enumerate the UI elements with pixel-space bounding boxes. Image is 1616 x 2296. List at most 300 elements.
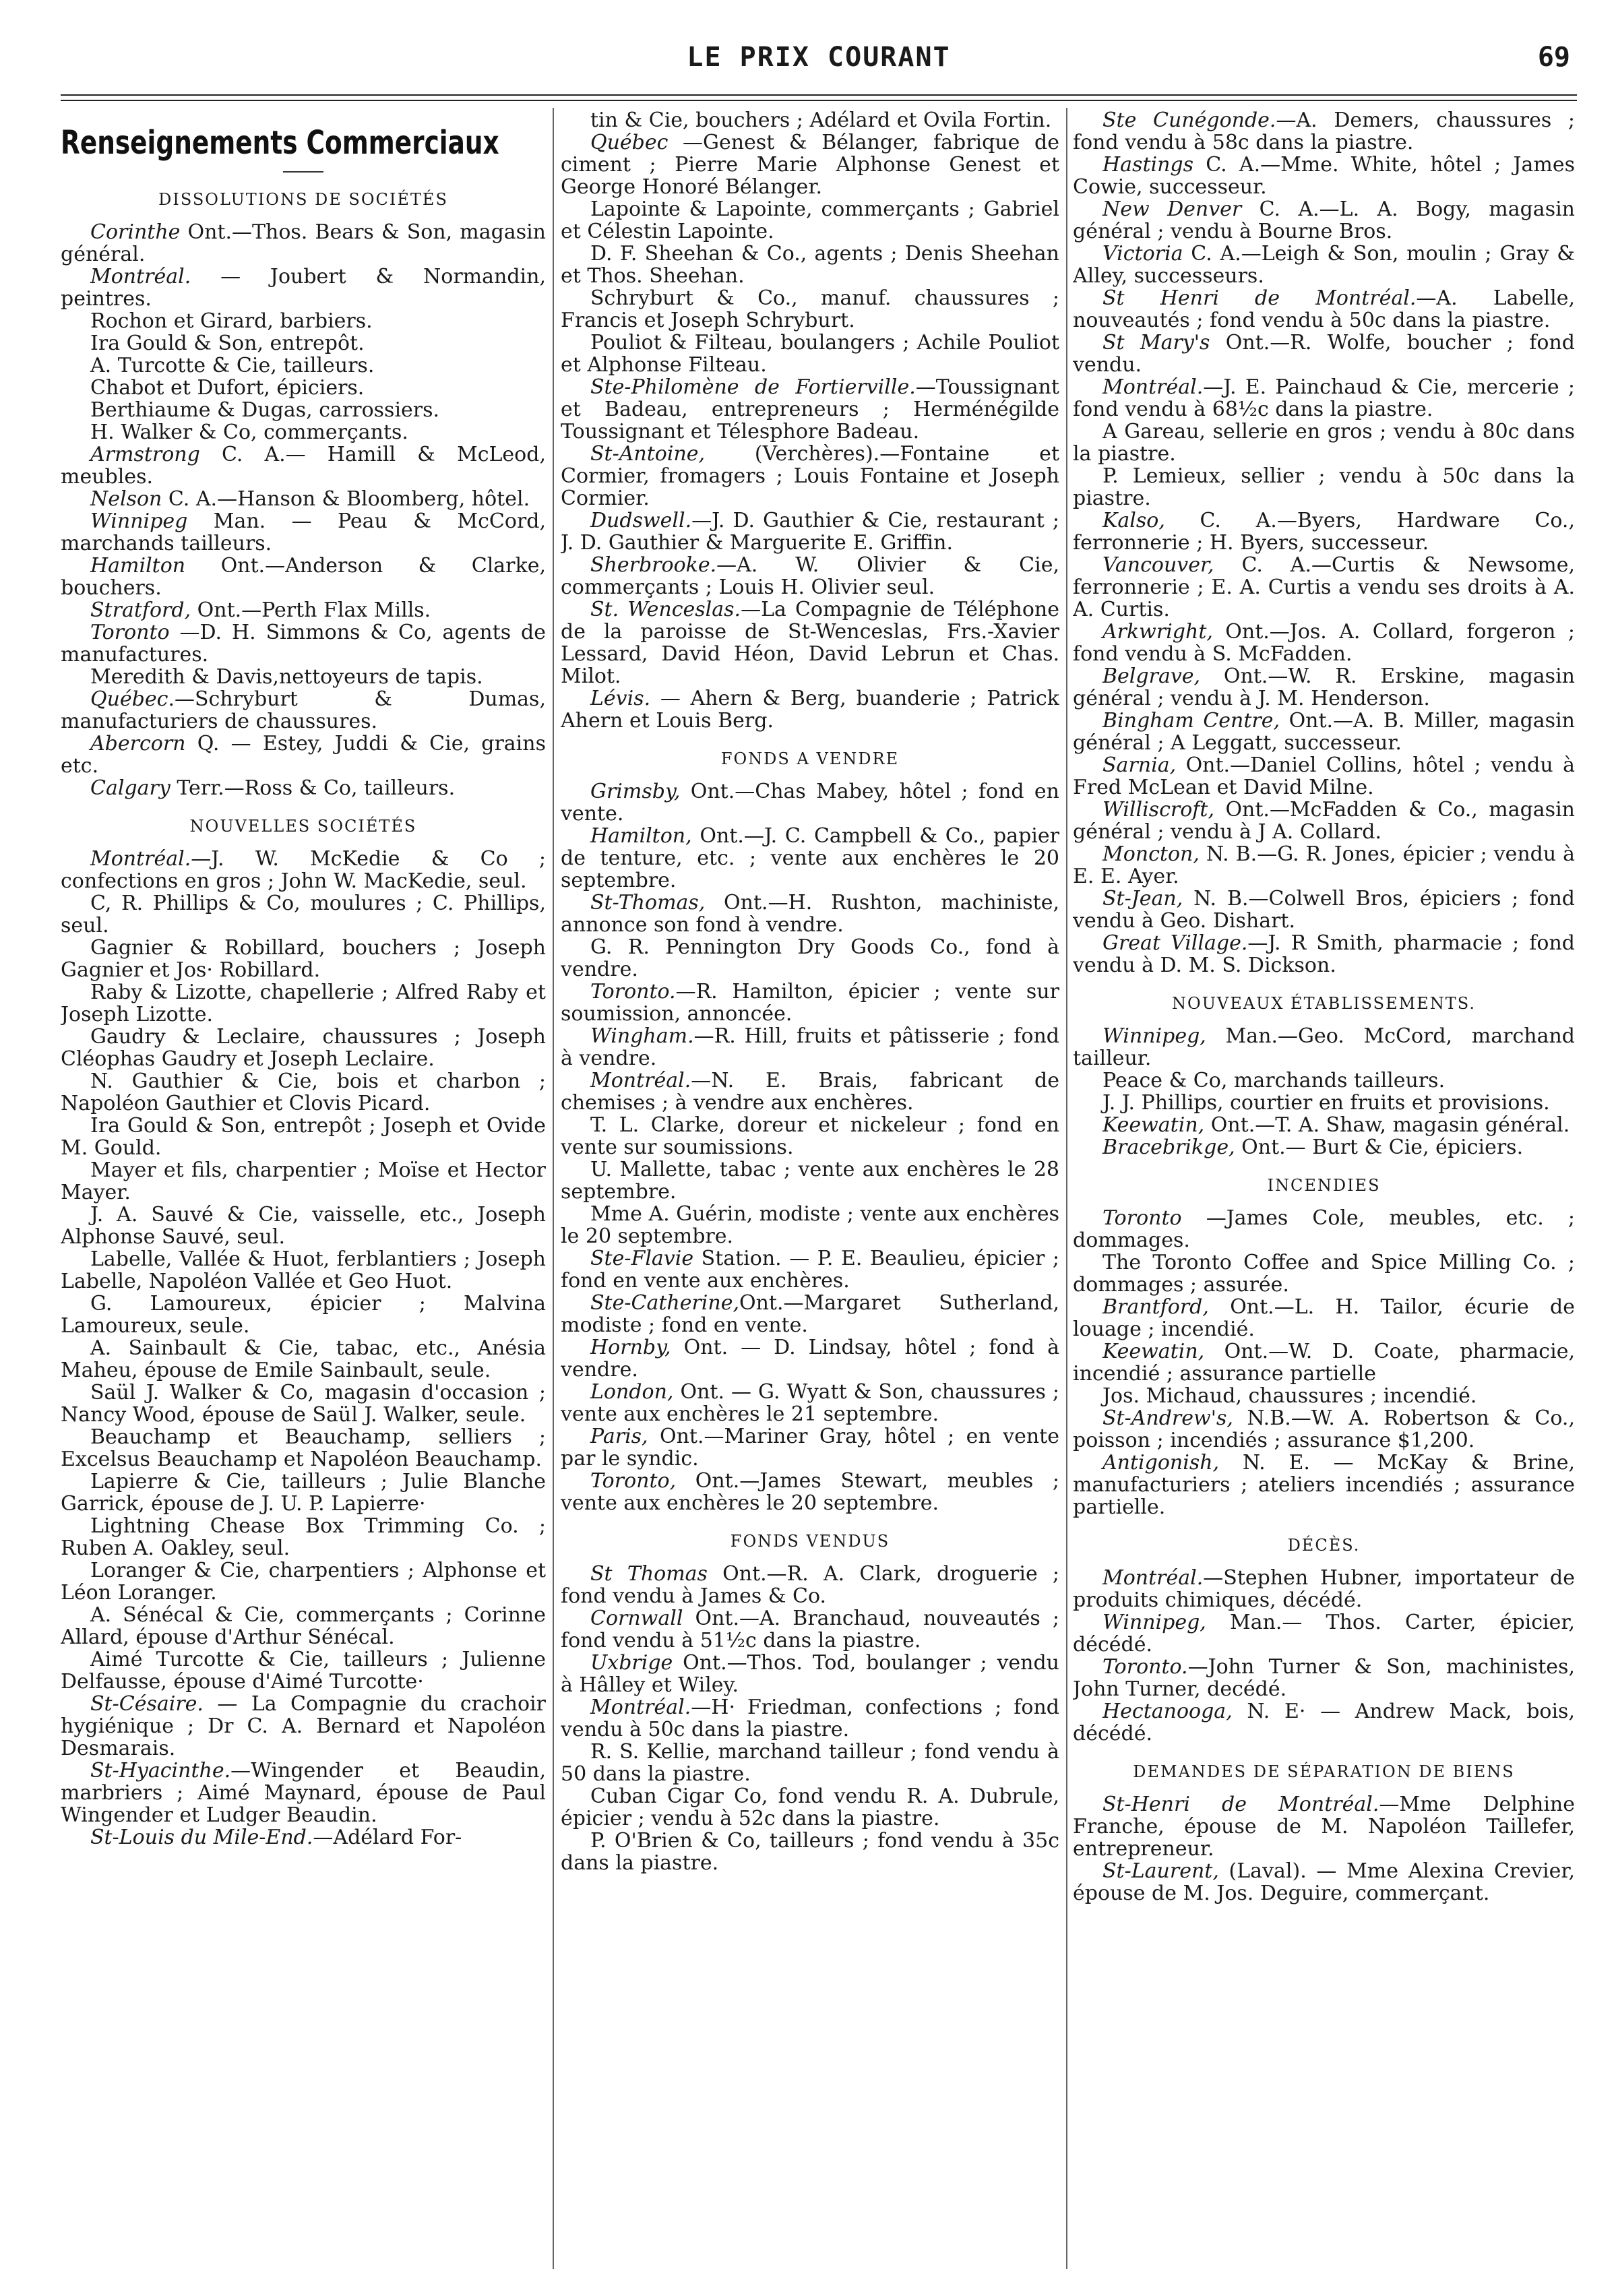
listing-entry: [1073, 1793, 1575, 1860]
listing-entry: [61, 1159, 546, 1204]
listing-entry: [61, 1470, 546, 1515]
listing-entry: [61, 332, 546, 354]
listing-entry: [61, 1648, 546, 1693]
listing-entry: [561, 554, 1059, 598]
listing-entry: [1073, 1567, 1575, 1611]
entry-place: New Denver: [1102, 197, 1242, 221]
listing-entry: [1073, 1407, 1575, 1452]
entry-place: Stratford,: [90, 598, 191, 622]
entry-text: D. F. Sheehan & Co., agents ; Denis Sheehan et Thos. Sheehan.: [561, 242, 1059, 288]
listing-entry: [561, 1830, 1059, 1874]
listing-entry: [561, 598, 1059, 687]
entry-place: St-Thomas,: [590, 891, 706, 914]
heading-nouvelles-societes: NOUVELLES SOCIÉTÉS: [189, 817, 417, 836]
entry-place: Armstrong: [90, 443, 200, 466]
entry-text: Labelle, Vallée & Huot, ferblantiers ; Joseph Labelle, Napoléon Vallée et Geo Huot.: [61, 1247, 546, 1293]
entry-text: Aimé Turcotte & Cie, tailleurs ; Julienne Delfausse, épouse d'Aimé Turcotte·: [61, 1648, 546, 1694]
entry-text: Mayer et fils, charpentier ; Moïse et Hector Mayer.: [61, 1158, 546, 1204]
listing-entry: [61, 1760, 546, 1826]
listing-entry: [1073, 932, 1575, 976]
entry-text: Ont.— Burt & Cie, épiciers.: [1235, 1136, 1524, 1159]
entry-place: Montréal.: [1102, 1566, 1204, 1590]
listing-entry: [1073, 1860, 1575, 1904]
entry-text: Gagnier & Robillard, bouchers ; Joseph Gagnier et Jos· Robillard.: [61, 936, 546, 982]
column-1: [61, 109, 546, 2276]
entry-place: Ste Cunégonde.: [1102, 109, 1276, 132]
listing-entry: [561, 1425, 1059, 1470]
entry-text: Ont.—Mariner Gray, hôtel ; en vente par le syndic.: [561, 1425, 1059, 1470]
entry-text: Ira Gould & Son, entrepôt ; Joseph et Ovide M. Gould.: [61, 1114, 546, 1160]
entry-text: —Stephen Hubner, importateur de produits chimiques, décédé.: [1073, 1566, 1575, 1612]
entry-place: Cornwall: [590, 1607, 683, 1630]
entry-place: St Henri de Montréal.: [1102, 286, 1417, 310]
listing-entry: [61, 688, 546, 733]
entry-text: — La Compagnie du crachoir hygiénique ; Dr C. A. Bernard et Napoléon Desmarais.: [61, 1692, 546, 1760]
entry-text: Ont.—Thos. Bears & Son, magasin général.: [61, 220, 546, 266]
entry-place: Corinthe: [90, 220, 181, 244]
listing-entry: [61, 1293, 546, 1337]
listing-entry: [1073, 843, 1575, 888]
entry-text: R. S. Kellie, marchand tailleur ; fond vendu à 50 dans la piastre.: [561, 1740, 1059, 1786]
entry-text: —La Compagnie de Téléphone de la paroisse de St-Wenceslas, Frs.-Xavier Lessard, David Héon, David Lebrun et Chas. Milot.: [561, 598, 1059, 688]
entry-text: C. A.—Curtis & Newsome, ferronnerie ; E. A. Curtis a vendu ses droits à A. A. Curtis.: [1073, 553, 1575, 621]
entry-place: Vancouver,: [1102, 553, 1214, 577]
entry-text: Ont.—R. Wolfe, boucher ; fond vendu.: [1073, 331, 1575, 377]
listing-entry: [561, 780, 1059, 825]
listing-entry: [61, 981, 546, 1026]
entry-text: Ont.—T. A. Shaw, magasin général.: [1204, 1113, 1570, 1137]
listing-entry: [61, 421, 546, 443]
entry-place: Toronto: [1102, 1206, 1182, 1230]
entry-place: St-Andrew's,: [1102, 1406, 1233, 1430]
entry-text: —John Turner & Son, machinistes, John Turner, decédé.: [1073, 1655, 1575, 1701]
entry-place: Montréal.: [90, 265, 191, 288]
entry-text: N. E· — Andrew Mack, bois, décédé.: [1073, 1700, 1575, 1745]
listing-entry: [1073, 1136, 1575, 1158]
entry-text: —H· Friedman, confections ; fond vendu à 50c dans la piastre.: [561, 1696, 1059, 1741]
entry-place: Uxbrige: [590, 1651, 673, 1675]
listing-entry: [561, 1652, 1059, 1696]
listing-entry: [1073, 198, 1575, 243]
listing-entry: [1073, 1611, 1575, 1656]
entry-text: Man.—Geo. McCord, marchand tailleur.: [1073, 1024, 1575, 1070]
listing-entry: [1073, 1700, 1575, 1745]
heading-deces: DÉCÈS.: [1287, 1536, 1361, 1555]
entry-text: C. A.—Byers, Hardware Co., ferronnerie ; H. Byers, successeur.: [1073, 509, 1575, 555]
entry-text: Station. — P. E. Beaulieu, épicier ; fond en vente aux enchères.: [561, 1247, 1059, 1293]
list-fonds-vendus: [561, 1563, 1059, 1874]
entry-text: N. E. — McKay & Brine, manufacturiers ; ateliers incendiés ; assurance partielle.: [1073, 1451, 1575, 1519]
entry-text: Mme A. Guérin, modiste ; vente aux enchères le 20 septembre.: [561, 1202, 1059, 1248]
entry-place: Nelson: [90, 487, 162, 511]
listing-entry: [1073, 710, 1575, 754]
entry-place: Hamilton,: [590, 824, 692, 848]
listing-entry: [61, 354, 546, 377]
entry-text: Q. — Estey, Juddi & Cie, grains etc.: [61, 732, 546, 778]
entry-place: Montréal.: [590, 1696, 691, 1719]
listing-entry: [61, 443, 546, 488]
entry-text: —James Cole, meubles, etc. ; dommages.: [1073, 1206, 1575, 1252]
entry-place: St-Césaire.: [90, 1692, 204, 1716]
entry-text: Ont.—A. Branchaud, nouveautés ; fond vendu à 51½c dans la piastre.: [561, 1607, 1059, 1652]
entry-place: St-Jean,: [1102, 887, 1183, 910]
listing-entry: [61, 621, 546, 666]
listing-entry: [61, 1204, 546, 1248]
entry-place: Montréal.: [1102, 375, 1204, 399]
listing-entry: [561, 243, 1059, 287]
entry-place: St Mary's: [1102, 331, 1210, 354]
entry-text: Ont.—A. B. Miller, magasin général ; A Leggatt, successeur.: [1073, 709, 1575, 755]
entry-text: —Toussignant et Badeau, entrepreneurs ; Herménégilde Toussignant et Télesphore Badeau.: [561, 375, 1059, 443]
entry-text: Man.— Thos. Carter, épicier, décédé.: [1073, 1611, 1575, 1656]
list-incendies: [1073, 1207, 1575, 1518]
entry-place: St Thomas: [590, 1562, 708, 1586]
entry-place: Ste-Philomène de Fortierville.: [590, 375, 916, 399]
running-title: LE PRIX COURANT: [687, 42, 951, 73]
page-header: [61, 42, 1577, 82]
entry-text: Ont.—Margaret Sutherland, modiste ; fond en vente.: [561, 1291, 1059, 1337]
heading-incendies: INCENDIES: [1267, 1176, 1381, 1195]
list-continuation: [1073, 109, 1575, 976]
entry-text: —J. D. Gauthier & Cie, restaurant ; J. D. Gauthier & Marguerite E. Griffin.: [561, 509, 1059, 555]
entry-place: Dudswell.: [590, 509, 692, 532]
listing-entry: [1073, 665, 1575, 710]
listing-entry: [61, 777, 546, 799]
entry-place: Victoria: [1102, 242, 1183, 266]
listing-entry: [561, 936, 1059, 981]
entry-text: G. Lamoureux, épicier ; Malvina Lamoureux, seule.: [61, 1292, 546, 1338]
listing-entry: [1073, 554, 1575, 621]
listing-entry: [561, 1025, 1059, 1069]
entry-place: Lévis.: [590, 687, 651, 710]
entry-place: Sarnia,: [1102, 753, 1177, 777]
column-2: [561, 109, 1059, 2276]
entry-place: Abercorn: [90, 732, 186, 755]
listing-entry: [1073, 465, 1575, 509]
entry-text: Loranger & Cie, charpentiers ; Alphonse et Léon Loranger.: [61, 1559, 546, 1605]
listing-entry: [561, 1696, 1059, 1741]
listing-entry: [1073, 1092, 1575, 1114]
listing-entry: [561, 376, 1059, 443]
listing-entry: [1073, 1385, 1575, 1407]
entry-place: Hastings: [1102, 153, 1194, 177]
listing-entry: [61, 1248, 546, 1293]
entry-text: J. J. Phillips, courtier en fruits et provisions.: [1102, 1091, 1550, 1115]
listing-entry: [1073, 509, 1575, 554]
listing-entry: [1073, 621, 1575, 665]
entry-text: —Mme Delphine Franche, épouse de M. Napoléon Taillefer, entrepreneur.: [1073, 1793, 1575, 1861]
entry-text: A. Sénécal & Cie, commerçants ; Corinne Allard, épouse d'Arthur Sénécal.: [61, 1603, 546, 1649]
listing-entry: [1073, 376, 1575, 421]
listing-entry: [1073, 332, 1575, 376]
entry-text: Ont.—R. A. Clark, droguerie ; fond vendu à James & Co.: [561, 1562, 1059, 1608]
listing-entry: [61, 1115, 546, 1159]
listing-entry: [561, 509, 1059, 554]
entry-text: C. A.—Leigh & Son, moulin ; Gray & Alley, successeurs.: [1073, 242, 1575, 288]
entry-text: Beauchamp et Beauchamp, selliers ; Excelsus Beauchamp et Napoléon Beauchamp.: [61, 1425, 546, 1471]
entry-place: Antigonish,: [1102, 1451, 1220, 1475]
entry-place: St-Louis du Mile-End.: [90, 1826, 313, 1849]
entry-place: Keewatin,: [1102, 1113, 1205, 1137]
listing-entry: [1073, 1452, 1575, 1518]
entry-text: Ont.—Chas Mabey, hôtel ; fond en vente.: [561, 780, 1059, 826]
entry-place: St-Hyacinthe.: [90, 1759, 231, 1782]
entry-place: Winnipeg: [90, 509, 188, 533]
entry-place: Winnipeg,: [1102, 1611, 1206, 1634]
listing-entry: [61, 892, 546, 937]
listing-entry: [561, 1069, 1059, 1114]
listing-entry: [561, 1563, 1059, 1607]
entry-place: Bingham Centre,: [1102, 709, 1280, 733]
heading-dissolutions: DISSOLUTIONS DE SOCIÉTÉS: [158, 190, 448, 209]
entry-text: Ont.—H. Rushton, machiniste, annonce son fond à vendre.: [561, 891, 1059, 937]
listing-entry: [561, 981, 1059, 1025]
entry-text: Jos. Michaud, chaussures ; incendié.: [1102, 1384, 1477, 1408]
entry-place: Paris,: [590, 1425, 648, 1448]
entry-place: London,: [590, 1380, 674, 1404]
entry-text: — Ahern & Berg, buanderie ; Patrick Ahern et Louis Berg.: [561, 687, 1059, 733]
listing-entry: [561, 1247, 1059, 1292]
entry-place: Sherbrooke.: [590, 553, 717, 577]
entry-place: St-Henri de Montréal.: [1102, 1793, 1379, 1816]
listing-entry: [61, 733, 546, 777]
listing-entry: [61, 666, 546, 688]
entry-place: Québec: [590, 131, 669, 154]
entry-text: N. Gauthier & Cie, bois et charbon ; Napoléon Gauthier et Clovis Picard.: [61, 1069, 546, 1115]
entry-text: C. A.— Hamill & McLeod, meubles.: [61, 443, 546, 489]
listing-entry: [1073, 1114, 1575, 1136]
entry-place: Toronto: [90, 621, 170, 644]
listing-entry: [1073, 1025, 1575, 1069]
entry-place: Keewatin,: [1102, 1340, 1205, 1363]
heading-fonds-vendus: FONDS VENDUS: [730, 1532, 890, 1551]
entry-place: Kalso,: [1102, 509, 1165, 532]
listing-entry: [561, 332, 1059, 376]
listing-entry: [561, 687, 1059, 732]
entry-place: Montréal.: [90, 847, 191, 871]
list-separation-de-biens: [1073, 1793, 1575, 1904]
listing-entry: [1073, 287, 1575, 332]
entry-text: C. A.—Hanson & Bloomberg, hôtel.: [162, 487, 530, 511]
column-divider: [553, 108, 554, 2269]
listing-entry: [61, 848, 546, 892]
entry-text: Lightning Chease Box Trimming Co. ; Ruben A. Oakley, seul.: [61, 1514, 546, 1560]
entry-text: Terr.—Ross & Co, tailleurs.: [170, 776, 456, 800]
listing-entry: [61, 1426, 546, 1470]
listing-entry: [61, 399, 546, 421]
heading-nouveaux-etablissements: NOUVEAUX ÉTABLISSEMENTS.: [1172, 994, 1476, 1013]
listing-entry: [61, 1026, 546, 1070]
listing-entry: [61, 937, 546, 981]
listing-entry: [1073, 888, 1575, 932]
entry-text: N. B.—G. R. Jones, épicier ; vendu à E. E. Ayer.: [1073, 842, 1575, 888]
listing-entry: [561, 1203, 1059, 1247]
entry-text: Gaudry & Leclaire, chaussures ; Joseph Cléophas Gaudry et Joseph Leclaire.: [61, 1025, 546, 1071]
entry-place: Ste-Catherine,: [590, 1291, 740, 1315]
entry-place: Wingham.: [590, 1024, 694, 1048]
entry-text: —A. W. Olivier & Cie, commerçants ; Louis H. Olivier seul.: [561, 553, 1059, 599]
list-dissolutions: [61, 221, 546, 799]
entry-place: Great Village.: [1102, 931, 1248, 955]
listing-entry: [61, 1693, 546, 1760]
header-rule: [61, 94, 1577, 101]
listing-entry: [561, 198, 1059, 243]
listing-entry: [61, 1515, 546, 1559]
entry-text: G. R. Pennington Dry Goods Co., fond à vendre.: [561, 935, 1059, 981]
entry-place: Ste-Flavie: [590, 1247, 694, 1270]
entry-place: Moncton,: [1102, 842, 1200, 866]
entry-text: —A. Labelle, nouveautés ; fond vendu à 50c dans la piastre.: [1073, 286, 1575, 332]
listing-entry: [561, 1785, 1059, 1830]
entry-text: Lapointe & Lapointe, commerçants ; Gabriel et Célestin Lapointe.: [561, 197, 1059, 243]
entry-text: C. A.—Mme. White, hôtel ; James Cowie, successeur.: [1073, 153, 1575, 199]
entry-text: A Gareau, sellerie en gros ; vendu à 80c dans la piastre.: [1073, 420, 1575, 466]
entry-text: —J. E. Painchaud & Cie, mercerie ; fond vendu à 68½c dans la piastre.: [1073, 375, 1575, 421]
entry-text: Lapierre & Cie, tailleurs ; Julie Blanche Garrick, épouse de J. U. P. Lapierre·: [61, 1470, 546, 1516]
entry-text: —R. Hamilton, épicier ; vente sur soumission, annoncée.: [561, 980, 1059, 1026]
listing-entry: [561, 287, 1059, 332]
listing-entry: [1073, 799, 1575, 843]
listing-entry: [561, 443, 1059, 509]
entry-text: — Joubert & Normandin, peintres.: [61, 265, 546, 311]
entry-text: Meredith & Davis,nettoyeurs de tapis.: [90, 665, 483, 689]
entry-place: Grimsby,: [590, 780, 681, 803]
listing-entry: [561, 1292, 1059, 1336]
entry-text: Ont.—Perth Flax Mills.: [191, 598, 431, 622]
section-divider: [283, 171, 323, 173]
listing-entry: [561, 892, 1059, 936]
listing-entry: [61, 510, 546, 555]
listing-entry: [561, 1741, 1059, 1785]
listing-entry: [61, 1604, 546, 1648]
entry-place: Belgrave,: [1102, 664, 1201, 688]
entry-text: J. A. Sauvé & Cie, vaisselle, etc., Joseph Alphonse Sauvé, seul.: [61, 1203, 546, 1249]
entry-place: Hamilton: [90, 554, 186, 578]
entry-place: Hornby,: [590, 1336, 671, 1359]
listing-entry: [561, 1336, 1059, 1381]
list-nouvelles-societes: [61, 848, 546, 1849]
listing-entry: [561, 131, 1059, 198]
entry-text: Schryburt & Co., manuf. chaussures ; Francis et Joseph Schryburt.: [561, 286, 1059, 332]
entry-text: T. L. Clarke, doreur et nickeleur ; fond en vente sur soumissions.: [561, 1113, 1059, 1159]
listing-entry: [61, 599, 546, 621]
listing-entry: [561, 1607, 1059, 1652]
listing-entry: [1073, 243, 1575, 287]
entry-text: —Adélard For-: [313, 1826, 462, 1849]
entry-place: Toronto.: [1102, 1655, 1188, 1679]
listing-entry: [1073, 1656, 1575, 1700]
entry-text: (Verchères).—Fontaine et Cormier, fromagers ; Louis Fontaine et Joseph Cormier.: [561, 442, 1059, 510]
listing-entry: [1073, 1296, 1575, 1340]
listing-entry: [561, 825, 1059, 892]
entry-place: St-Laurent,: [1102, 1859, 1219, 1883]
entry-text: Ont.—W. D. Coate, pharmacie, incendié ; assurance partielle: [1073, 1340, 1575, 1386]
entry-text: Pouliot & Filteau, boulangers ; Achile Pouliot et Alphonse Filteau.: [561, 331, 1059, 377]
entry-text: —J. R Smith, pharmacie ; fond vendu à D. M. S. Dickson.: [1073, 931, 1575, 977]
listing-entry: [61, 1382, 546, 1426]
entry-place: Arkwright,: [1102, 620, 1213, 644]
entry-place: Toronto.: [590, 980, 676, 1003]
listing-entry: [1073, 109, 1575, 154]
list-nouveaux-etablissements: [1073, 1025, 1575, 1158]
heading-separation-de-biens: DEMANDES DE SÉPARATION DE BIENS: [1133, 1762, 1515, 1781]
listing-entry: [61, 377, 546, 399]
listing-entry: [61, 266, 546, 310]
page-number: 69: [1537, 42, 1570, 73]
entry-text: Ont.—Anderson & Clarke, bouchers.: [61, 554, 546, 600]
listing-entry: [561, 109, 1059, 131]
entry-text: tin & Cie, bouchers ; Adélard et Ovila Fortin.: [590, 109, 1052, 132]
entry-text: Ont.—L. H. Tailor, écurie de louage ; incendié.: [1073, 1295, 1575, 1341]
entry-text: —Wingender et Beaudin, marbriers ; Aimé Maynard, épouse de Paul Wingender et Ludger Beaudin.: [61, 1759, 546, 1827]
column-divider: [1066, 108, 1067, 2269]
entry-text: A. Sainbault & Cie, tabac, etc., Anésia Maheu, épouse de Emile Sainbault, seule.: [61, 1336, 546, 1382]
entry-text: Peace & Co, marchands tailleurs.: [1102, 1069, 1446, 1092]
heading-fonds-a-vendre: FONDS A VENDRE: [720, 749, 900, 768]
listing-entry: [61, 1826, 546, 1849]
entry-text: P. O'Brien & Co, tailleurs ; fond vendu à 35c dans la piastre.: [561, 1829, 1059, 1875]
entry-place: St-Antoine,: [590, 442, 706, 466]
entry-text: Rochon et Girard, barbiers.: [90, 309, 373, 333]
entry-text: The Toronto Coffee and Spice Milling Co. ; dommages ; assurée.: [1073, 1251, 1575, 1297]
entry-text: —Genest & Bélanger, fabrique de ciment ; Pierre Marie Alphonse Genest et George Honoré Bélanger.: [561, 131, 1059, 199]
entry-text: Ont.—Daniel Collins, hôtel ; vendu à Fred McLean et David Milne.: [1073, 753, 1575, 799]
listing-entry: [61, 1337, 546, 1382]
listing-entry: [561, 1470, 1059, 1514]
listing-entry: [1073, 1251, 1575, 1296]
entry-text: Ont.—Jos. A. Collard, forgeron ; fond vendu à S. McFadden.: [1073, 620, 1575, 666]
listing-entry: [61, 488, 546, 510]
list-fonds-a-vendre: [561, 780, 1059, 1514]
listing-entry: [61, 1559, 546, 1604]
entry-text: Saül J. Walker & Co, magasin d'occasion ; Nancy Wood, épouse de Saül J. Walker, seule.: [61, 1381, 546, 1427]
entry-text: Ont.—W. R. Erskine, magasin général ; vendu à J. M. Henderson.: [1073, 664, 1575, 710]
listing-entry: [561, 1381, 1059, 1425]
entry-text: N. B.—Colwell Bros, épiciers ; fond vendu à Geo. Dishart.: [1073, 887, 1575, 933]
entry-text: Ont.—McFadden & Co., magasin général ; vendu à J A. Collard.: [1073, 798, 1575, 844]
entry-text: —A. Demers, chaussures ; fond vendu à 58c dans la piastre.: [1073, 109, 1575, 154]
listing-entry: [1073, 1207, 1575, 1251]
entry-text: —N. E. Brais, fabricant de chemises ; à vendre aux enchères.: [561, 1069, 1059, 1115]
entry-place: Toronto,: [590, 1469, 677, 1493]
listing-entry: [1073, 1069, 1575, 1092]
entry-place: Williscroft,: [1102, 798, 1214, 821]
listing-entry: [1073, 421, 1575, 465]
entry-text: A. Turcotte & Cie, tailleurs.: [90, 354, 375, 377]
entry-text: Ira Gould & Son, entrepôt.: [90, 332, 365, 355]
entry-text: H. Walker & Co, commerçants.: [90, 421, 408, 444]
listing-entry: [61, 310, 546, 332]
listing-entry: [61, 555, 546, 599]
entry-text: .—Schryburt & Dumas, manufacturiers de chaussures.: [61, 687, 546, 733]
listing-entry: [1073, 754, 1575, 799]
entry-text: Ont.—Thos. Tod, boulanger ; vendu à Hâlley et Wiley.: [561, 1651, 1059, 1697]
entry-place: Brantford,: [1102, 1295, 1209, 1319]
entry-place: Hectanooga,: [1102, 1700, 1233, 1723]
entry-place: Calgary: [90, 776, 170, 800]
listing-entry: [561, 1114, 1059, 1158]
entry-place: St. Wenceslas.: [590, 598, 741, 621]
entry-text: Berthiaume & Dugas, carrossiers.: [90, 398, 440, 422]
entry-text: —R. Hill, fruits et pâtisserie ; fond à vendre.: [561, 1024, 1059, 1070]
listing-entry: [561, 1158, 1059, 1203]
entry-text: Ont. — G. Wyatt & Son, chaussures ; vente aux enchères le 21 septembre.: [561, 1380, 1059, 1426]
list-continuation: [561, 109, 1059, 732]
entry-text: Ont.—James Stewart, meubles ; vente aux enchères le 20 septembre.: [561, 1469, 1059, 1515]
entry-place: Montréal.: [590, 1069, 691, 1092]
listing-entry: [61, 1070, 546, 1115]
entry-place: Bracebrikge,: [1102, 1136, 1235, 1159]
